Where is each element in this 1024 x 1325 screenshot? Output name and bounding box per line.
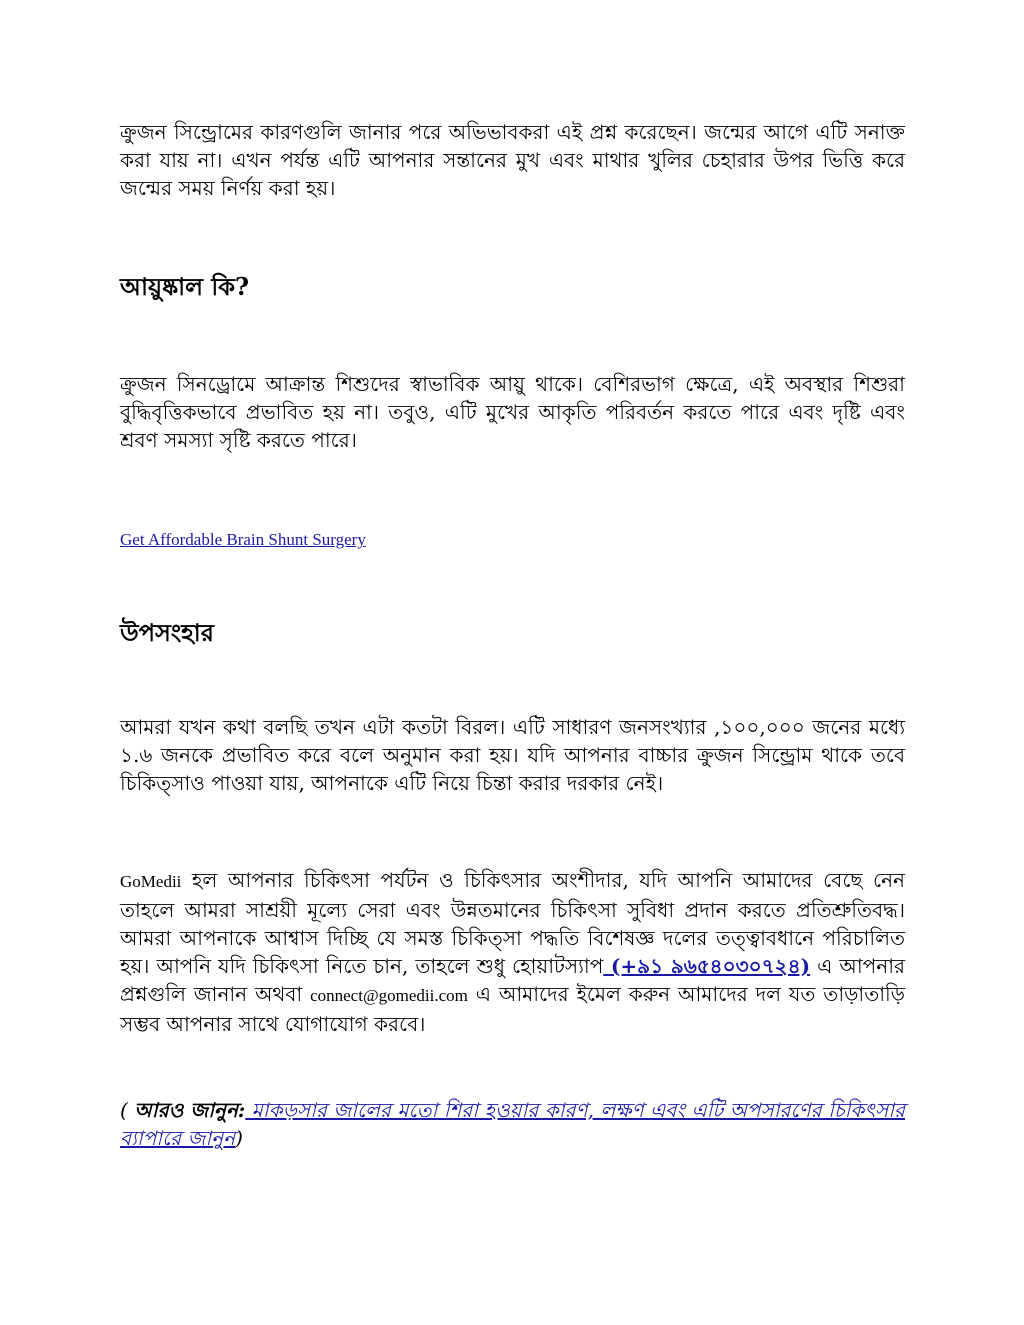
spider-veins-article-link[interactable]: মাকড়সার জালের মতো শিরা হওয়ার কারণ, লক্ষণ এবং এটি অপসারণের চিকিৎসার ব্যাপারে জানুন	[120, 1098, 906, 1150]
heading-conclusion: উপসংহার	[120, 618, 214, 647]
document-page	[120, 0, 905, 1325]
paragraph-conclusion: আমরা যখন কথা বলছি তখন এটা কতটা বিরল। এটি সাধারণ জনসংখ্যার ,১০০,০০০ জনের মধ্যে ১.৬ জনকে প্রভাবিত করে বলে অনুমান করা হয়। যদি আপনার বাচ্চার ক্রুজন সিন্ড্রোম থাকে তবে চিকিত্সাও পাওয়া যায়, আপনাকে এটি নিয়ে চিন্তা করার দরকার নেই।	[120, 715, 905, 795]
learn-more-label: আরও জানুন:	[134, 1098, 246, 1122]
whatsapp-phone-link[interactable]: (+৯১ ৯৬৫৪০৩০৭২৪)	[603, 954, 811, 978]
paragraph-life-expectancy: ক্রুজন সিনড্রোমে আক্রান্ত শিশুদের স্বাভাবিক আয়ু থাকে। বেশিরভাগ ক্ষেত্রে, এই অবস্থার শিশুরা বুদ্ধিবৃত্তিকভাবে প্রভাবিত হয় না। তবুও, এটি মুখের আকৃতি পরিবর্তন করতে পারে এবং দৃষ্টি এবং শ্রবণ সমস্যা সৃষ্টি করতে পারে।	[120, 372, 905, 452]
gomedii-text-1: হল আপনার চিকিৎসা পর্যটন ও চিকিৎসার অংশীদার, যদি আপনি আমাদের বেছে নেন তাহলে আমরা সাশ্রয়ী মূল্যে সেরা এবং উন্নতমানের চিকিৎসা সুবিধা প্রদান করতে প্রতিশ্রুতিবদ্ধ। আমরা আপনাকে আশ্বাস দিচ্ছি যে সমস্ত চিকিত্সা পদ্ধতি বিশেষজ্ঞ দলের তত্ত্বাবধানে পরিচালিত হয়। আপনি যদি চিকিৎসা নিতে চান, তাহলে শুধু হোয়াটস্যাপ	[120, 868, 905, 978]
learn-more-open-paren: (	[120, 1098, 135, 1122]
paragraph-link	[120, 524, 905, 554]
heading-life-expectancy: আয়ুষ্কাল কি?	[120, 272, 250, 301]
brain-shunt-surgery-link[interactable]: Get Affordable Brain Shunt Surgery	[120, 530, 366, 549]
paragraph-gomedii	[120, 866, 905, 1038]
paragraph-learn-more	[120, 1096, 905, 1152]
paragraph-diagnosis: ক্রুজন সিন্ড্রোমের কারণগুলি জানার পরে অভিভাবকরা এই প্রশ্ন করেছেন। জন্মের আগে এটি সনাক্ত করা যায় না। এখন পর্যন্ত এটি আপনার সন্তানের মুখ এবং মাথার খুলির চেহারার উপর ভিত্তি করে জন্মের সময় নির্ণয় করা হয়।	[120, 120, 905, 200]
gomedii-text-3: এ আমাদের ইমেল করুন আমাদের দল যত তাড়াতাড়ি সম্ভব আপনার সাথে যোগাযোগ করবে।	[120, 982, 905, 1036]
gomedii-text-2: এ আপনার প্রশ্নগুলি জানান অথবা	[120, 954, 905, 1006]
brand-name: GoMedii	[120, 872, 182, 891]
email-address: connect@gomedii.com	[310, 986, 468, 1005]
learn-more-close-paren: )	[235, 1126, 243, 1150]
